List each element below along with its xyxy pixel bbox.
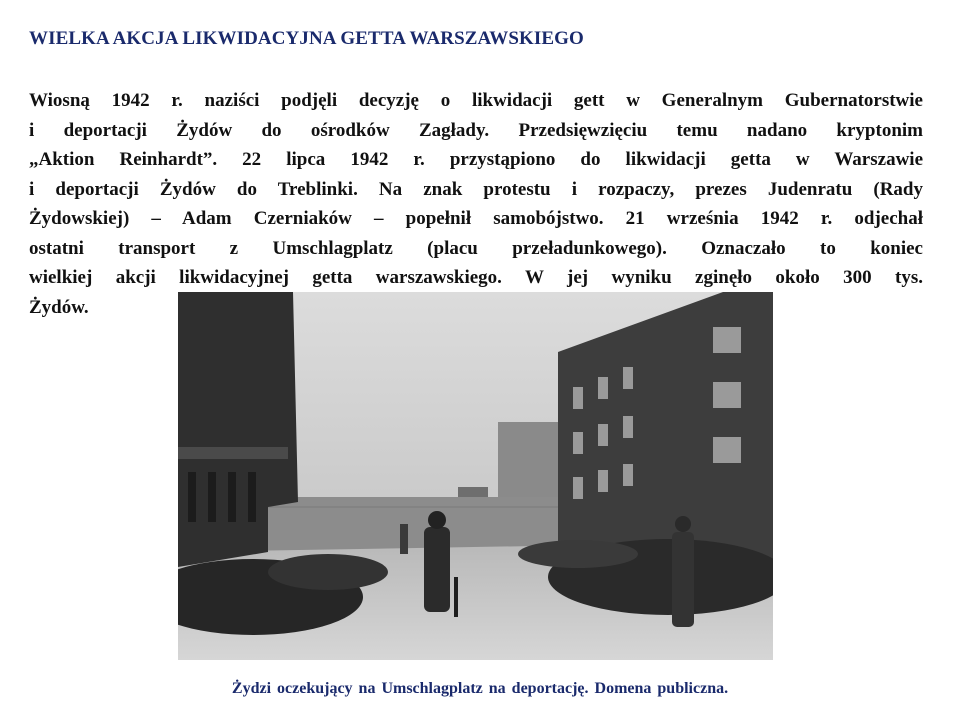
paragraph-line: ostatni transport z Umschlagplatz (placu przeładunkowego). Oznaczało to koniec [29, 237, 923, 259]
historical-photo [178, 292, 773, 660]
photo-illustration [178, 292, 773, 660]
paragraph-line: wielkiej akcji likwidacyjnej getta warszawskiego. W jej wyniku zginęło około 300 tys. [29, 267, 923, 288]
photo-caption: Żydzi oczekujący na Umschlagplatz na deportację. Domena publiczna. [231, 680, 729, 697]
paragraph-line: Wiosną 1942 r. naziści podjęli decyzję o likwidacji gett w Generalnym Gubernatorstwie [29, 90, 923, 111]
paragraph-line: Żydów. [29, 296, 89, 318]
paragraph-line: Żydowskiej) – Adam Czerniaków – popełnił samobójstwo. 21 września 1942 r. odjechał [29, 208, 923, 229]
paragraph-line: „Aktion Reinhardt”. 22 lipca 1942 r. przystąpiono do likwidacji getta w Warszawie [29, 149, 923, 170]
body-paragraph [29, 86, 923, 322]
paragraph-line: i deportacji Żydów do Treblinki. Na znak protestu i rozpaczy, prezes Judenratu (Rady [29, 178, 923, 200]
page-title: WIELKA AKCJA LIKWIDACYJNA GETTA WARSZAWSKIEGO [29, 28, 584, 49]
paragraph-line: i deportacji Żydów do ośrodków Zagłady. Przedsięwzięciu temu nadano kryptonim [29, 119, 923, 141]
